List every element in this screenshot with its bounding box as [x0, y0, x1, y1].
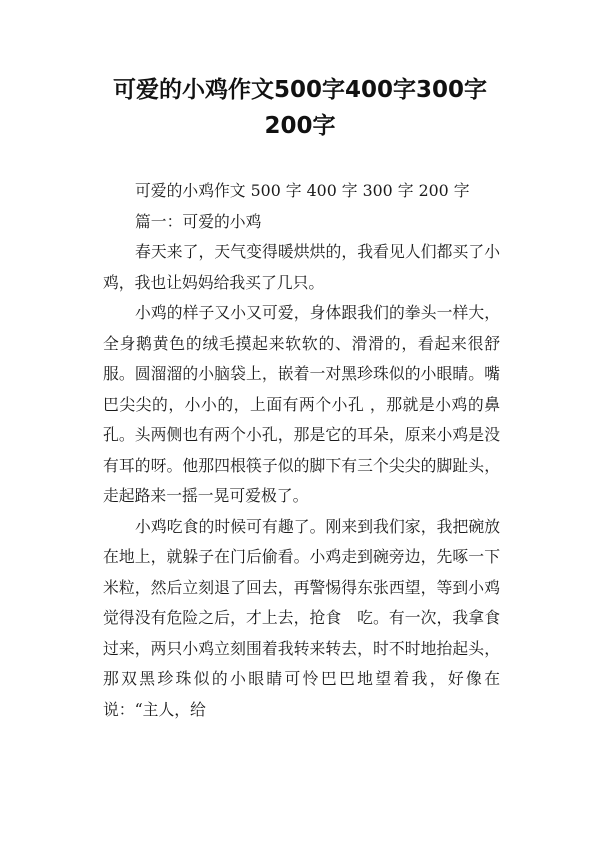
document-body — [103, 176, 500, 725]
body-paragraph: 小鸡的样子又小又可爱，身体跟我们的拳头一样大，全身鹅黄色的绒毛摸起来软软的、滑滑的，看起来很舒服。圆溜溜的小脑袋上，嵌着一对黑珍珠似的小眼睛。嘴巴尖尖的，小小的，上面有两个小孔 ，那就是小鸡的鼻孔。头两侧也有两个小孔，那是它的耳朵，原来小鸡是没有耳的呀。他那四根筷子似的脚下有三个尖尖的脚趾头，走起路来一摇一晃可爱极了。 — [103, 303, 500, 505]
body-paragraph: 可爱的小鸡作文 500 字 400 字 300 字 200 字 — [135, 181, 470, 200]
title-line-2: 200字 — [264, 113, 336, 139]
body-paragraph: 小鸡吃食的时候可有趣了。刚来到我们家，我把碗放在地上，就躲子在门后偷看。小鸡走到碗旁边，先啄一下米粒，然后立刻退了回去，再警惕得东张西望，等到小鸡觉得没有危险之后，才上去，抢食 吃。有一次，我拿食过来，两只小鸡立刻围着我转来转去，时不时地抬起头，那双黑珍珠似的小眼睛可怜巴巴地望着我，好像在说：“主人，给 — [103, 516, 500, 719]
section-heading: 篇一：可爱的小鸡 — [135, 211, 262, 231]
document-title — [60, 72, 540, 144]
body-paragraph: 春天来了，天气变得暖烘烘的，我看见人们都买了小鸡，我也让妈妈给我买了几只。 — [103, 242, 500, 292]
title-line-1: 可爱的小鸡作文500字400字300字 — [112, 77, 488, 103]
